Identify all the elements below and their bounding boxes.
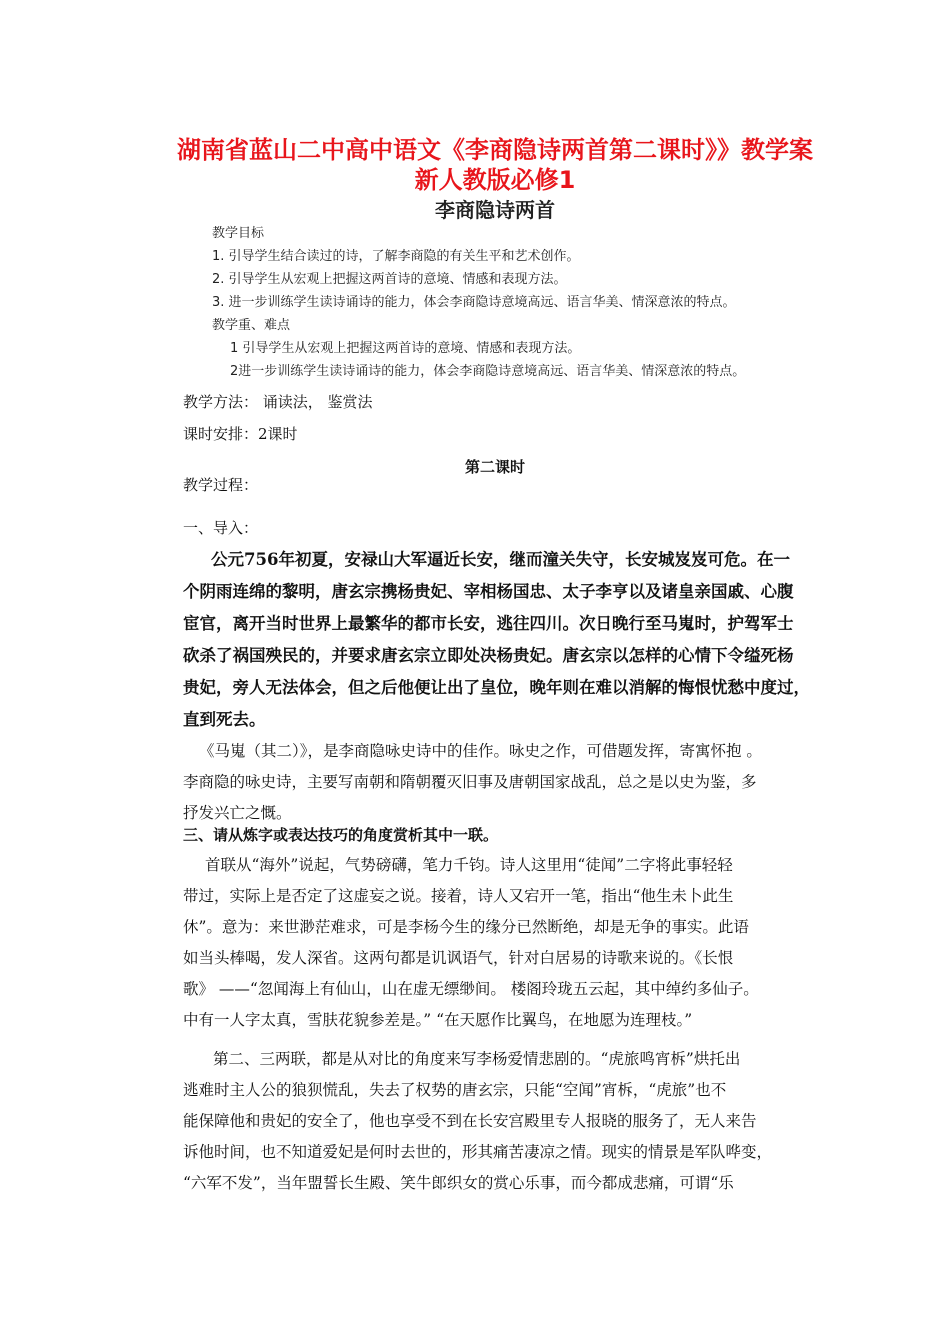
intro-line: 公元756年初夏，安禄山大军逼近长安，继而潼关失守，长安城岌岌可危。在一	[211, 550, 790, 569]
first-couplet-line: 中有一人字太真，雪肤花貌参差是。” “在天愿作比翼鸟，在地愿为连理枝。”	[183, 1011, 693, 1029]
document-title-line2: 新人教版必修1	[414, 166, 576, 194]
document-title-line1: 湖南省蓝山二中高中语文《李商隐诗两首第二课时》》教学案	[177, 136, 813, 164]
second-couplet-line: 第二、三两联，都是从对比的角度来写李杨爱情悲剧的。“虎旅鸣宵柝”烘托出	[213, 1050, 741, 1068]
second-couplet-line: 逃难时主人公的狼狈慌乱，失去了权势的唐玄宗，只能“空闻”宵柝，“虎旅”也不	[183, 1081, 727, 1099]
intro-line: 贵妃，旁人无法体会，但之后他便让出了皇位，晚年则在难以消解的悔恨忧愁中度过，	[183, 678, 810, 697]
document-subtitle: 李商隐诗两首	[435, 198, 555, 222]
mawei-line: 《马嵬（其二）》，是李商隐咏史诗中的佳作。咏史之作，可借题发挥，寄寓怀抱 。	[199, 742, 762, 760]
first-couplet-line: 带过，实际上是否定了这虚妄之说。接着，诗人又宕开一笔，指出“他生未卜此生	[183, 887, 734, 905]
intro-paragraph	[183, 544, 808, 736]
key-points-heading: 教学重、难点	[212, 318, 291, 333]
teaching-method: 教学方法： 诵读法， 鉴赏法	[183, 393, 373, 411]
first-couplet-line: 首联从“海外”说起，气势磅礴，笔力千钧。诗人这里用“徒闻”二字将此事轻轻	[205, 856, 733, 874]
first-couplet-line: 如当头棒喝，发人深省。这两句都是讥讽语气，针对白居易的诗歌来说的。《长恨	[183, 949, 734, 967]
lesson-title: 第二课时	[464, 458, 525, 476]
first-couplet-line: 歌》 ——“忽闻海上有仙山，山在虚无缥缈间。 楼阁玲珑五云起，其中绰约多仙子。	[183, 980, 759, 998]
lesson-schedule: 课时安排：2课时	[183, 425, 298, 443]
first-couplet-line: 休”。意为：来世渺茫难求，可是李杨今生的缘分已然断绝，却是无争的事实。此语	[183, 918, 749, 936]
key-point-item: 2进一步训练学生读诗诵诗的能力，体会李商隐诗意境高远、语言华美、情深意浓的特点。	[230, 364, 746, 379]
process-heading: 教学过程：	[183, 476, 259, 494]
objectives-heading: 教学目标	[212, 226, 265, 241]
second-couplet-paragraph	[183, 1044, 808, 1199]
intro-line: 个阴雨连绵的黎明，唐玄宗携杨贵妃、宰相杨国忠、太子李亨以及诸皇亲国戚、心腹	[183, 582, 794, 601]
objectives-block	[212, 222, 812, 383]
first-couplet-paragraph	[183, 850, 808, 1036]
key-point-item: 1 引导学生从宏观上把握这两首诗的意境、情感和表现方法。	[230, 341, 581, 356]
intro-heading: 一、导入：	[183, 519, 259, 537]
mawei-paragraph	[183, 736, 808, 829]
intro-line: 直到死去。	[183, 710, 266, 729]
objective-item: 1. 引导学生结合读过的诗，了解李商隐的有关生平和艺术创作。	[212, 249, 580, 264]
second-couplet-line: “六军不发”，当年盟誓长生殿、笑牛郎织女的赏心乐事，而今都成悲痛，可谓“乐	[183, 1174, 734, 1192]
second-couplet-line: 能保障他和贵妃的安全了，他也享受不到在长安宫殿里专人报晓的服务了，无人来告	[183, 1112, 757, 1130]
intro-line: 宦官，离开当时世界上最繁华的都市长安，逃往四川。次日晚行至马嵬时，护驾军士	[183, 614, 794, 633]
section3-heading: 三、请从炼字或表达技巧的角度赏析其中一联。	[183, 826, 499, 844]
second-couplet-line: 诉他时间，也不知道爱妃是何时去世的，形其痛苦凄凉之情。现实的情景是军队哗变，	[183, 1143, 773, 1161]
mawei-line: 李商隐的咏史诗，主要写南朝和隋朝覆灭旧事及唐朝国家战乱，总之是以史为鉴，多	[183, 773, 757, 791]
mawei-line: 抒发兴亡之慨。	[183, 804, 292, 822]
intro-line: 砍杀了祸国殃民的，并要求唐玄宗立即处决杨贵妃。唐玄宗以怎样的心情下令缢死杨	[183, 646, 794, 665]
objective-item: 2. 引导学生从宏观上把握这两首诗的意境、情感和表现方法。	[212, 272, 567, 287]
objective-item: 3. 进一步训练学生读诗诵诗的能力，体会李商隐诗意境高远、语言华美、情深意浓的特点。	[212, 295, 736, 310]
